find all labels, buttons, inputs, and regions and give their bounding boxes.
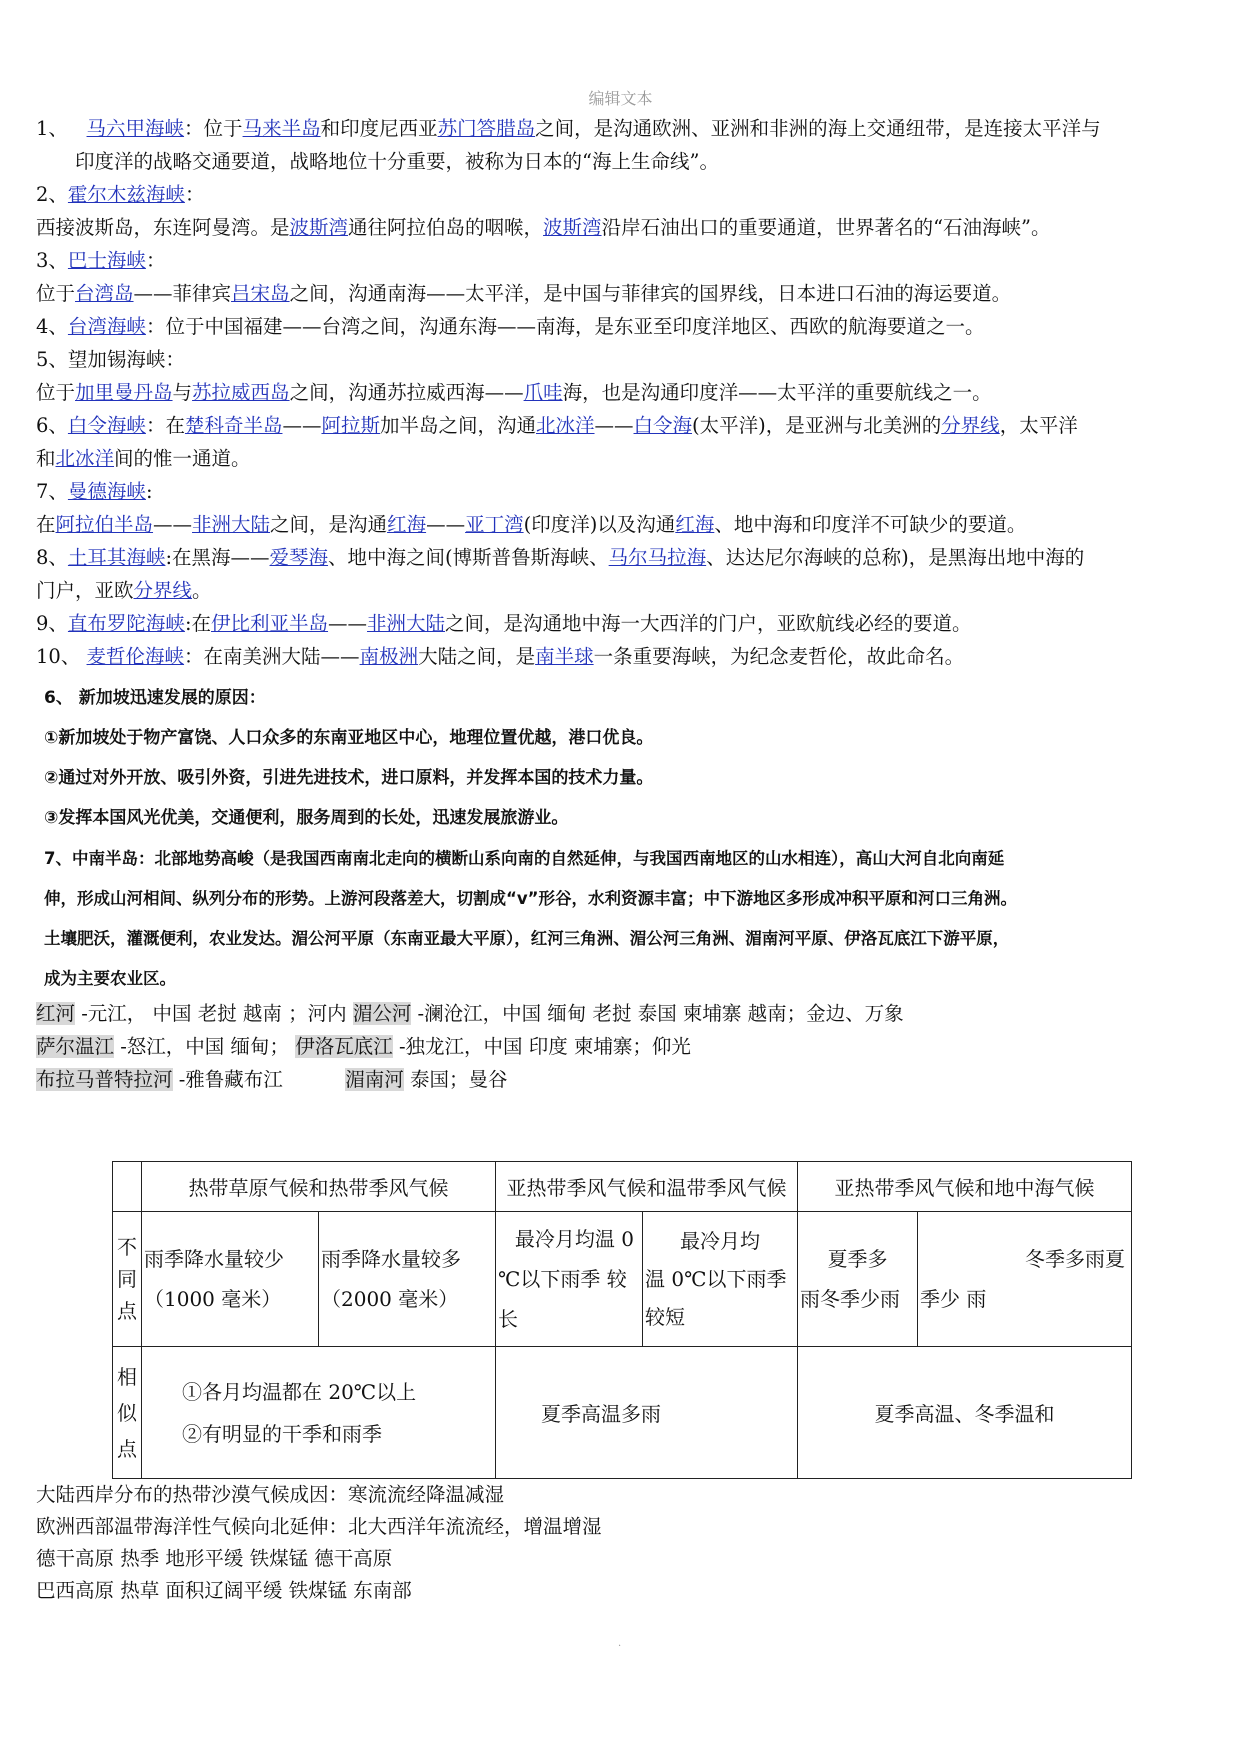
- cell-line: （1000 毫米）: [144, 1287, 282, 1311]
- text: 和: [36, 447, 56, 470]
- link-marmara-sea[interactable]: 马尔马拉海: [608, 546, 707, 569]
- text: ——: [282, 414, 322, 437]
- text: 通往阿拉伯岛的咽喉，: [348, 216, 544, 239]
- text: ：: [184, 183, 205, 206]
- link-bering-sea[interactable]: 白令海: [633, 414, 693, 437]
- strait-6-line: [36, 409, 1201, 442]
- rivers-line-3: [36, 1063, 1201, 1096]
- link-malacca-strait[interactable]: 马六甲海峡: [86, 117, 185, 140]
- similar-cell: 夏季高温、冬季温和: [798, 1347, 1132, 1479]
- text: 之间，是沟通: [270, 513, 388, 536]
- item-number: 2、: [36, 183, 68, 206]
- table-row: [113, 1162, 1132, 1212]
- singapore-reason-2: ②通过对外开放、吸引外资，引进先进技术，进口原料，并发挥本国的技术力量。: [44, 768, 654, 788]
- cell-line: 冬季多雨夏: [1025, 1247, 1125, 1271]
- singapore-title: 6、 新加坡迅速发展的原因：: [44, 688, 266, 708]
- link-luzon[interactable]: 吕宋岛: [231, 282, 290, 305]
- link-alaska[interactable]: 阿拉斯: [321, 414, 380, 437]
- text: -独龙江，中国 印度 柬埔寨；仰光: [398, 1035, 691, 1058]
- text: ：在南美洲大陆——: [184, 645, 360, 668]
- text: 之间，沟通南海——太平洋，是中国与菲律宾的国界线，日本进口石油的海运要道。: [289, 282, 1012, 305]
- text: :在黑海——: [165, 546, 270, 569]
- link-boundary-2[interactable]: 分界线: [133, 579, 193, 602]
- text: 。: [192, 579, 212, 602]
- indochina-line-3: 土壤肥沃，灌溉便利，农业发达。湄公河平原（东南亚最大平原），红河三角洲、湄公河三角洲、湄南河平原、伊洛瓦底江下游平原，: [44, 929, 1010, 948]
- cell-line: 夏季多: [827, 1247, 888, 1271]
- river-mekong: 湄公河: [352, 1002, 412, 1025]
- cell-line: 较短: [645, 1305, 685, 1329]
- link-southern-hemisphere[interactable]: 南半球: [535, 645, 594, 668]
- diff-cell: [142, 1212, 319, 1347]
- label-char: 同: [117, 1267, 137, 1291]
- item-number: 4、: [36, 315, 68, 338]
- river-brahmaputra: 布拉马普特拉河: [36, 1068, 173, 1091]
- text: ——菲律宾: [133, 282, 232, 305]
- link-arctic-ocean[interactable]: 北冰洋: [536, 414, 595, 437]
- link-aegean-sea[interactable]: 爱琴海: [269, 546, 329, 569]
- row-label-similarities: [113, 1347, 142, 1479]
- link-kalimantan[interactable]: 加里曼丹岛: [75, 381, 173, 404]
- link-bashi-channel[interactable]: 巴士海峡: [67, 249, 146, 272]
- link-arabian-peninsula[interactable]: 阿拉伯半岛: [55, 513, 154, 536]
- link-sumatra[interactable]: 苏门答腊岛: [437, 117, 536, 140]
- text: 、达达尼尔海峡的总称)，是黑海出地中海的: [706, 546, 1085, 569]
- link-persian-gulf-2[interactable]: 波斯湾: [543, 216, 602, 239]
- link-taiwan-strait[interactable]: 台湾海峡: [67, 315, 146, 338]
- link-africa-2[interactable]: 非洲大陆: [367, 612, 446, 635]
- cell-line: 雨季降水量较多: [321, 1247, 461, 1271]
- singapore-reason-3: ③发挥本国风光优美，交通便利，服务周到的长处，迅速发展旅游业。: [44, 808, 569, 828]
- link-chukchi[interactable]: 楚科奇半岛: [184, 414, 283, 437]
- item-number: 8、: [36, 546, 68, 569]
- text: ：: [145, 249, 166, 272]
- text: ——: [426, 513, 466, 536]
- cell-line: 雨季降水量较少: [144, 1247, 284, 1271]
- link-java[interactable]: 爪哇: [523, 381, 563, 404]
- diff-cell: [798, 1212, 918, 1347]
- strait-3-heading: [36, 244, 1201, 277]
- item-number: 9、: [36, 612, 68, 635]
- text: ：在: [145, 414, 185, 437]
- river-red: 红河: [36, 1002, 76, 1025]
- strait-10-line: [36, 640, 1201, 673]
- text: 与: [172, 381, 193, 404]
- row-label-differences: [113, 1212, 142, 1347]
- text: ——: [594, 414, 634, 437]
- text: :在: [184, 612, 212, 635]
- strait-8-line: [36, 541, 1201, 574]
- singapore-reason-1: ①新加坡处于物产富饶、人口众多的东南亚地区中心，地理位置优越，港口优良。: [44, 728, 654, 748]
- item-number: 10、: [36, 645, 81, 668]
- link-gibraltar-strait[interactable]: 直布罗陀海峡: [67, 612, 185, 635]
- indochina-line-2: 伸，形成山河相间、纵列分布的形势。上游河段落差大，切割成“v”形谷，水利资源丰富；中下游地区多形成冲积平原和河口三角洲。: [44, 889, 1017, 908]
- item-number: 3、: [36, 249, 68, 272]
- text: ：位于: [184, 117, 243, 140]
- diff-cell: [643, 1212, 798, 1347]
- indochina-line-4: 成为主要农业区。: [44, 969, 176, 988]
- link-red-sea-2[interactable]: 红海: [675, 513, 715, 536]
- label-char: 相: [117, 1364, 137, 1389]
- cell-line: 最冷月均: [680, 1229, 760, 1253]
- text: ，太平洋: [999, 414, 1078, 437]
- link-turkish-straits[interactable]: 土耳其海峡: [67, 546, 166, 569]
- link-iberian-peninsula[interactable]: 伊比利亚半岛: [211, 612, 329, 635]
- strait-5-body: [36, 376, 1201, 409]
- table-row: [113, 1347, 1132, 1479]
- text: 泰国；曼谷: [409, 1068, 508, 1091]
- link-arctic-ocean-2[interactable]: 北冰洋: [55, 447, 115, 470]
- label-char: 点: [117, 1436, 137, 1461]
- rivers-line-1: [36, 997, 1201, 1030]
- river-irrawaddy: 伊洛瓦底江: [295, 1035, 393, 1058]
- header-cell: 亚热带季风气候和温带季风气候: [496, 1162, 798, 1212]
- strait-5-heading: 5、望加锡海峡：: [36, 348, 185, 371]
- strait-7-heading: [36, 475, 1201, 508]
- text: -怒江，中国 缅甸；: [120, 1035, 290, 1058]
- link-persian-gulf[interactable]: 波斯湾: [289, 216, 349, 239]
- strait-1-line-2: 印度洋的战略交通要道，战略地位十分重要，被称为日本的“海上生命线”。: [75, 150, 719, 173]
- cell-line: 季少 雨: [920, 1287, 987, 1311]
- river-salween: 萨尔温江: [36, 1035, 115, 1058]
- text: -元江， 中国 老挝 越南 ；河内: [81, 1002, 347, 1025]
- text: 位于: [36, 282, 76, 305]
- text: ——: [328, 612, 368, 635]
- text: ：位于中国福建——台湾之间，沟通东海——南海，是东亚至印度洋地区、西欧的航海要道之一。: [145, 315, 985, 338]
- text: (印度洋)以及沟通: [523, 513, 676, 536]
- link-hormuz-strait[interactable]: 霍尔木兹海峡: [67, 183, 185, 206]
- text: 位于: [36, 381, 76, 404]
- strait-2-heading: [36, 178, 1201, 211]
- text: ——: [153, 513, 193, 536]
- label-char: 似: [117, 1400, 137, 1425]
- strait-4-line: [36, 310, 1201, 343]
- text: 大陆之间，是: [418, 645, 536, 668]
- text: 之间，沟通苏拉威西海——: [289, 381, 524, 404]
- text: 之间，是沟通地中海一大西洋的门户，亚欧航线必经的要道。: [445, 612, 972, 635]
- label-char: 点: [117, 1299, 137, 1323]
- item-number: 6、: [36, 414, 68, 437]
- diff-cell: [319, 1212, 496, 1347]
- text: 沿岸石油出口的重要通道，世界著名的“石油海峡”。: [601, 216, 1051, 239]
- text: 、地中海之间(博斯普鲁斯海峡、: [328, 546, 609, 569]
- diff-cell: [496, 1212, 643, 1347]
- climate-table: [112, 1161, 1132, 1479]
- strait-1-line: [36, 112, 1201, 145]
- table-corner: [113, 1162, 142, 1212]
- cell-line: 最冷月均温 0: [514, 1227, 634, 1251]
- diff-cell: [918, 1212, 1132, 1347]
- header-cell: 亚热带季风气候和地中海气候: [798, 1162, 1132, 1212]
- link-malay-peninsula[interactable]: 马来半岛: [242, 117, 321, 140]
- label-char: 不: [117, 1235, 137, 1259]
- cell-line: 雨冬季少雨: [800, 1287, 900, 1311]
- similar-cell: 夏季高温多雨: [496, 1347, 798, 1479]
- text: (太平洋)，是亚洲与北美洲的: [692, 414, 942, 437]
- cell-line: ②有明显的干季和雨季: [182, 1421, 382, 1446]
- text: 、地中海和印度洋不可缺少的要道。: [714, 513, 1027, 536]
- text: 和印度尼西亚: [320, 117, 438, 140]
- river-chao-phraya: 湄南河: [345, 1068, 404, 1091]
- text: 西接波斯岛，东连阿曼湾。是: [36, 216, 290, 239]
- text: 间的惟一通道。: [114, 447, 251, 470]
- link-mandeb-strait[interactable]: 曼德海峡: [67, 480, 146, 503]
- link-bering-strait[interactable]: 白令海峡: [67, 414, 146, 437]
- table-row: [113, 1212, 1132, 1347]
- item-number: 1、: [36, 117, 68, 140]
- link-antarctica[interactable]: 南极洲: [359, 645, 419, 668]
- strait-8-line-2: [36, 574, 1201, 607]
- link-africa[interactable]: 非洲大陆: [192, 513, 271, 536]
- text: 海，也是沟通印度洋——太平洋的重要航线之一。: [562, 381, 992, 404]
- cell-line: 温 0℃以下雨季: [645, 1267, 787, 1291]
- cell-line: ℃以下雨季 较长: [498, 1267, 627, 1331]
- strait-2-body: [36, 211, 1201, 244]
- text: -雅鲁藏布江: [178, 1068, 283, 1091]
- text: 一条重要海峡，为纪念麦哲伦，故此命名。: [593, 645, 965, 668]
- similar-cell: [142, 1347, 496, 1479]
- text: 加半岛之间，沟通: [379, 414, 536, 437]
- note-2: 欧洲西部温带海洋性气候向北延伸：北大西洋年流流经，增温增湿: [36, 1515, 602, 1538]
- note-3: 德干高原 热季 地形平缓 铁煤锰 德干高原: [36, 1547, 393, 1570]
- cell-line: （2000 毫米）: [321, 1287, 459, 1311]
- note-1: 大陆西岸分布的热带沙漠气候成因：寒流流经降温减湿: [36, 1483, 505, 1506]
- link-red-sea[interactable]: 红海: [387, 513, 427, 536]
- link-sulawesi[interactable]: 苏拉威西岛: [192, 381, 290, 404]
- strait-3-body: [36, 277, 1201, 310]
- rivers-line-2: [36, 1030, 1201, 1063]
- text: :: [145, 480, 153, 503]
- strait-6-line-2: [36, 442, 1201, 475]
- link-boundary[interactable]: 分界线: [941, 414, 1000, 437]
- link-gulf-of-aden[interactable]: 亚丁湾: [465, 513, 524, 536]
- page-header: 编辑文本: [588, 89, 653, 108]
- header-cell: 热带草原气候和热带季风气候: [142, 1162, 496, 1212]
- text: 门户，亚欧: [36, 579, 134, 602]
- cell-line: ①各月均温都在 20℃以上: [182, 1379, 417, 1404]
- indochina-line-1: 7、中南半岛：北部地势高峻（是我国西南南北走向的横断山系向南的自然延伸，与我国西南地区的山水相连），高山大河自北向南延: [44, 849, 1005, 868]
- text: 之间，是沟通欧洲、亚洲和非洲的海上交通纽带，是连接太平洋与: [535, 117, 1101, 140]
- text: -澜沧江，中国 缅甸 老挝 泰国 柬埔寨 越南；金边、万象: [417, 1002, 904, 1025]
- link-taiwan-island[interactable]: 台湾岛: [75, 282, 134, 305]
- note-4: 巴西高原 热草 面积辽阔平缓 铁煤锰 东南部: [36, 1579, 412, 1602]
- text: 在: [36, 513, 56, 536]
- strait-7-body: [36, 508, 1201, 541]
- strait-9-line: [36, 607, 1201, 640]
- footer-dot: .: [618, 1638, 622, 1649]
- link-magellan-strait[interactable]: 麦哲伦海峡: [86, 645, 185, 668]
- item-number: 7、: [36, 480, 68, 503]
